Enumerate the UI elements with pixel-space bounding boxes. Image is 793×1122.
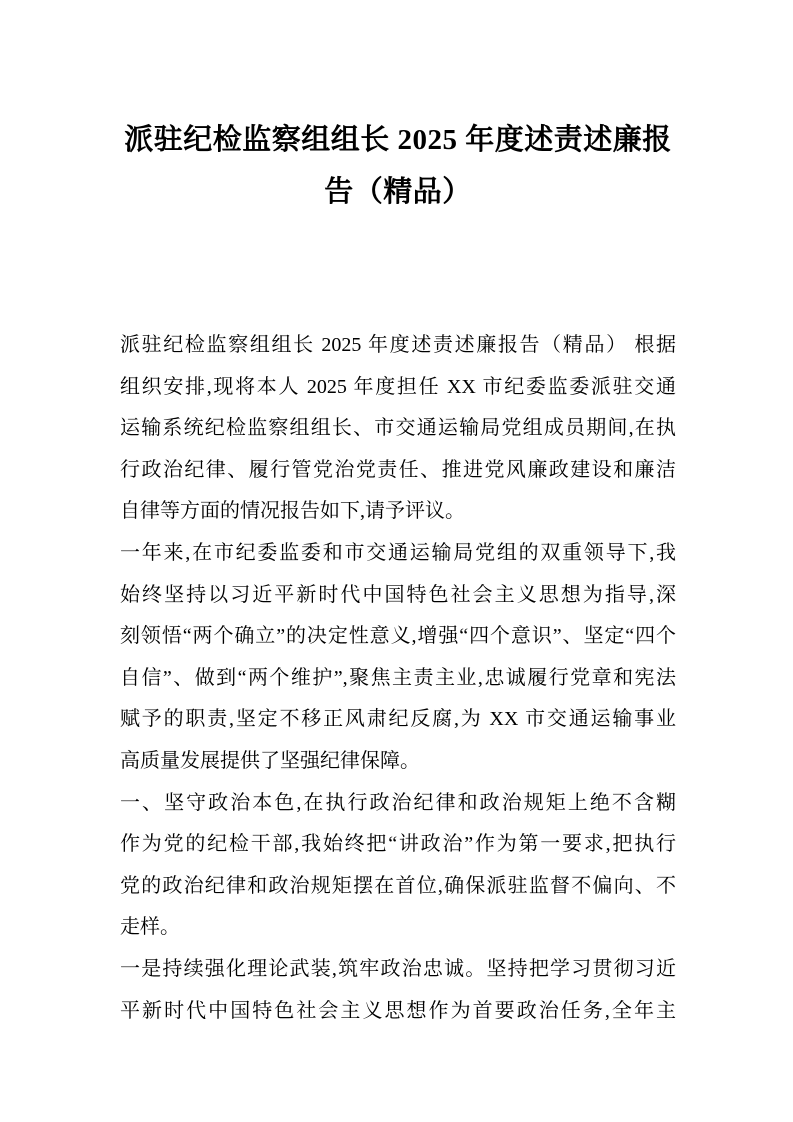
body-text-line: 组织安排,现将本人 2025 年度担任 XX 市纪委监委派驻交通 xyxy=(120,375,676,398)
body-text-line: 一是持续强化理论武装,筑牢政治忠诚。坚持把学习贯彻习近 xyxy=(120,957,676,980)
paragraph-overview xyxy=(120,533,676,783)
paragraph-section-body xyxy=(120,824,676,949)
body-text-line: 自律等方面的情况报告如下,请予评议。 xyxy=(120,500,465,523)
body-text-line: 派驻纪检监察组组长 2025 年度述责述廉报告（精品） 根据 xyxy=(120,334,676,356)
body-text-line: 作为党的纪检干部,我始终把“讲政治”作为第一要求,把执行 xyxy=(120,833,676,856)
paragraph-point-one xyxy=(120,949,676,1032)
body-text-line: 党的政治纪律和政治规矩摆在首位,确保派驻监督不偏向、不 xyxy=(120,874,676,897)
body-text-line: 行政治纪律、履行管党治党责任、推进党风廉政建设和廉洁 xyxy=(120,458,676,481)
title-body-gap xyxy=(120,218,676,325)
body-text-line: 始终坚持以习近平新时代中国特色社会主义思想为指导,深 xyxy=(120,583,676,606)
section-heading-line: 一、坚守政治本色,在执行政治纪律和政治规矩上绝不含糊 xyxy=(120,791,676,814)
body-text-line: 一年来,在市纪委监委和市交通运输局党组的双重领导下,我 xyxy=(120,541,676,564)
document-title-line: 告（精品） xyxy=(324,176,472,208)
paragraph-section-heading xyxy=(120,783,676,825)
body-text-line: 平新时代中国特色社会主义思想作为首要政治任务,全年主 xyxy=(120,999,676,1022)
body-text-line: 走样。 xyxy=(120,916,180,939)
body-text-line: 刻领悟“两个确立”的决定性意义,增强“四个意识”、坚定“四个 xyxy=(120,625,676,648)
body-text-line: 自信”、做到“两个维护”,聚焦主责主业,忠诚履行党章和宪法 xyxy=(120,666,676,689)
body-text-line: 赋予的职责,坚定不移正风肃纪反腐,为 XX 市交通运输事业 xyxy=(120,708,676,731)
body-text-line: 运输系统纪检监察组组长、市交通运输局党组成员期间,在执 xyxy=(120,417,676,440)
document-title xyxy=(120,114,676,218)
document-body xyxy=(120,325,676,1032)
document-title-line: 派驻纪检监察组组长 2025 年度述责述廉报 xyxy=(124,124,672,156)
body-text-line: 高质量发展提供了坚强纪律保障。 xyxy=(120,749,420,772)
paragraph-intro xyxy=(120,325,676,533)
